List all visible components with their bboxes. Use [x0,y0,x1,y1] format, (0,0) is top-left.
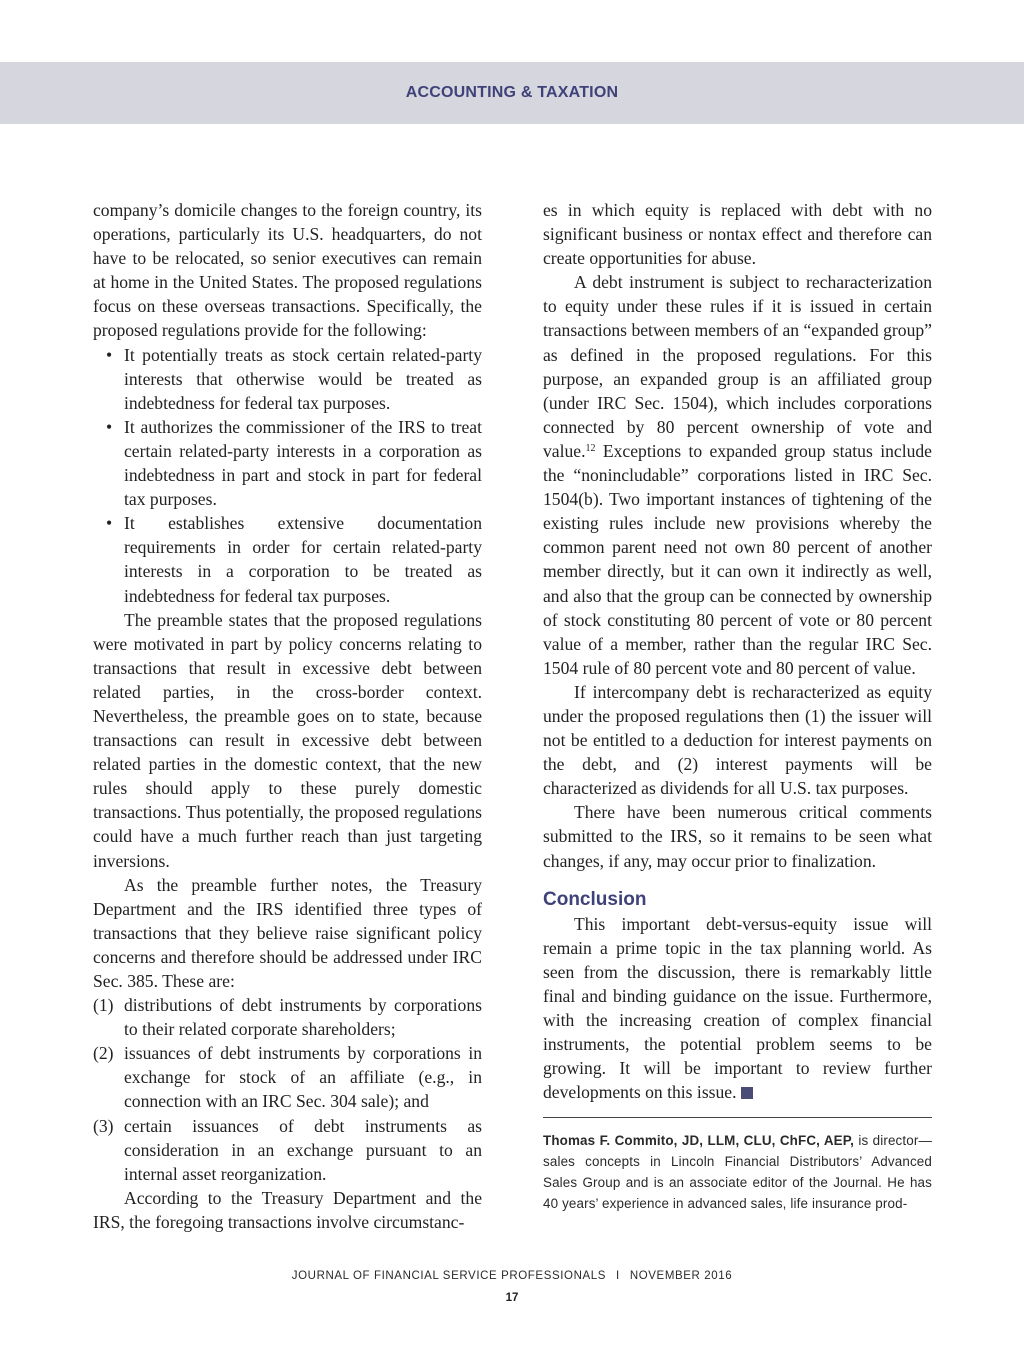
footnote-reference[interactable]: 12 [585,442,596,454]
end-of-article-mark [741,1087,753,1099]
right-column [543,198,932,1214]
item-text: issuances of debt instruments by corporations in exchange for stock of an affiliate (e.g., in connection with an IRC Sec. 304 sale); and [124,1043,482,1112]
issue-date: NOVEMBER 2016 [629,1270,733,1282]
bullet-item [93,343,482,415]
footer-separator: I [616,1270,620,1282]
preamble-paragraph: The preamble states that the proposed regulations were motivated in part by policy concerns relating to transactions that result in excessive debt between related parties, in the cross-border context. Nevertheless, the preamble goes on to state, because transactions can result in excessive debt between related parties in the domestic context, that the new rules should apply to these purely domestic transactions. Thus potentially, the proposed regulations could have a much further reach than just targeting inversions. [93,609,482,871]
journal-name: JOURNAL OF FINANCIAL SERVICE PROFESSIONALS [291,1270,607,1282]
page-number: 17 [505,1292,519,1304]
numbered-list [93,993,482,1186]
conclusion-paragraph [543,912,932,1105]
item-number: (2) [93,1043,114,1064]
section-header-band [0,62,1024,124]
intro-paragraph: company’s domicile changes to the foreign country, its operations, particularly its U.S. headquarters, do not have to be relocated, so senior executives can remain at home in the United States. The proposed regulations focus on these overseas transactions. Specifically, the proposed regulations provide for the following: [93,200,482,341]
intercompany-paragraph: If intercompany debt is recharacterized as equity under the proposed regulations then (1) the issuer will not be entitled to a deduction for interest payments on the debt, and (2) interest payments will be characterized as dividends for all U.S. tax purposes. [543,681,932,799]
author-bio-text: is director—sales concepts in Lincoln Financial Distributors’ Advanced Sales Group and is an associate editor of the Journal. He has 40 years’ experience in advanced sales, life insurance prod- [543,1133,933,1212]
according-paragraph: According to the Treasury Department and the IRS, the foregoing transactions involve circumstanc- [93,1187,482,1232]
debt-text-part-1: A debt instrument is subject to recharacterization to equity under these rules if it is issued in certain transactions between members of an “expanded group” as defined in the proposed regulations. For this purpose, an expanded group is an affiliated group (under IRC Sec. 1504), which includes corporations connected by 80 percent ownership of vote and value. [543,272,932,461]
item-text: certain issuances of debt instruments as consideration in an exchange pursuant to an internal asset reorganization. [124,1115,482,1184]
comments-paragraph: There have been numerous critical comments submitted to the IRS, so it remains to be seen what changes, if any, may occur prior to finalization. [543,802,932,871]
author-bio [543,1130,932,1214]
bullet-marker: • [106,513,113,534]
bullet-text: It authorizes the commissioner of the IRS to treat certain related-party interests in a corporation as indebtedness in part and stock in part for federal tax purposes. [124,416,482,510]
conclusion-text: This important debt-versus-equity issue will remain a prime topic in the tax planning world. As seen from the discussion, there is remarkably little final and binding guidance on the issue. Furthermore, with the increasing creation of complex financial instruments, the potential problem seems to be growing. It will be important to review further developments on this issue. [543,913,932,1103]
bullet-text: It establishes extensive documentation requirements in order for certain related-party interests in a corporation to be treated as indebtedness for federal tax purposes. [124,513,482,606]
bullet-item [93,511,482,607]
author-name: Thomas F. Commito, JD, LLM, CLU, ChFC, AEP, [543,1133,854,1149]
numbered-item [93,1114,482,1186]
item-number: (1) [93,995,114,1016]
treasury-paragraph: As the preamble further notes, the Treasury Department and the IRS identified three types of transactions that they believe raise significant policy concerns and therefore should be addressed under IRC Sec. 385. These are: [93,874,482,991]
bullet-list [93,343,482,608]
page-footer [0,1270,1024,1282]
bullet-marker: • [106,416,113,437]
debt-instrument-paragraph [543,270,932,680]
debt-text-part-2: Exceptions to expanded group status include the “nonincludable” corporations listed in IRC Sec. 1504(b). Two important instances of tightening of the existing rules include new provisions whereby the common parent need not own 80 percent of another member directly, but it can own it indirectly as well, and also that the group can be connected by ownership of stock constituting 80 percent of vote or 80 percent value of a member, rather than the regular IRC Sec. 1504 rule of 80 percent vote and 80 percent of value. [543,440,932,678]
bullet-item [93,415,482,511]
section-title: ACCOUNTING & TAXATION [405,84,619,101]
item-number: (3) [93,1115,114,1136]
bullet-text: It potentially treats as stock certain related-party interests that otherwise would be treated as indebtedness for federal tax purposes. [124,344,482,413]
item-text: distributions of debt instruments by corporations to their related corporate shareholders; [124,995,482,1040]
bio-divider [543,1117,932,1118]
numbered-item [93,993,482,1041]
bullet-marker: • [106,344,113,365]
continuation-paragraph: es in which equity is replaced with debt with no significant business or nontax effect and therefore can create opportunities for abuse. [543,200,932,269]
numbered-item [93,1041,482,1113]
conclusion-heading: Conclusion [543,888,647,910]
left-column [93,198,482,1234]
